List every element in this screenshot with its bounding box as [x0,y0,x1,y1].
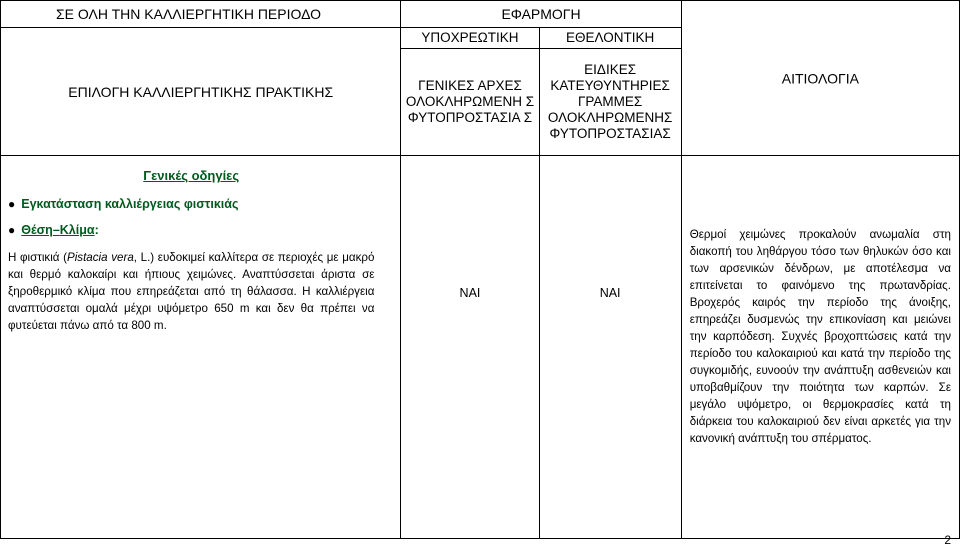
rationale-header: ΑΙΤΙΟΛΟΓΙΑ [781,70,859,87]
bullet-installation [8,197,374,211]
rationale-header-cell [681,1,959,156]
colon: : [94,223,99,237]
application-header: ΕΦΑΡΜΟΓΗ [401,1,681,28]
general-title: Γενικές οδηγίες [143,168,240,183]
bullet-location-climate [8,223,374,237]
location-label: Θέση [21,223,53,237]
latin-name: Pistacia vera [66,251,134,264]
paragraph-start: Η φιστικιά ( [8,251,67,264]
practice-choice-header: ΕΠΙΛΟΓΗ ΚΑΛΛΙΕΡΓΗΤΙΚΗΣ ΠΡΑΚΤΙΚΗΣ [1,28,401,156]
rationale-text: Θερμοί χειμώνες προκαλούν ανωμαλία στη διακοπή του ληθάργου τόσο των θηλυκών όσο και των αρσενικών δένδρων, με αποτέλεσμα να επιτείνεται το φαινόμενο της πρωτανδρίας. Βροχερός καιρός την περίοδο της άνοιξης, επηρεάζει δυσμενώς την επικονίαση και μειώνει την καρπόδεση. Συχνές βροχοπτώσεις κατά την περίοδο του καλοκαιριού και κατά την περίοδο της συγκομιδής, ευνοούν την ανάπτυξη ασθενειών και υποβαθμίζουν την ποιότητα των καρπών. Σε μεγάλο υψόμετρο, οι θερμοκρασίες κατά τη διάρκεια του καλοκαιριού δεν είναι αρκετές για την κανονική ανάπτυξη του σπέρματος. [689,228,951,445]
mandatory-header: ΥΠΟΧΡΕΩΤΙΚΗ [401,28,539,49]
voluntary-cell [539,156,681,539]
mandatory-desc: ΓΕΝΙΚΕΣ ΑΡΧΕΣ ΟΛΟΚΛΗΡΩΜΕΝΗ Σ ΦΥΤΟΠΡΟΣΤΑΣΙΑ Σ [401,49,539,156]
voluntary-header: ΕΘΕΛΟΝΤΙΚΗ [539,28,681,49]
page-number: 2 [944,533,951,547]
paragraph-rest: , L.) ευδοκιμεί καλλίτερα σε περιοχές με μακρό και θερμό καλοκαίρι και ήπιους χειμώνες. Αναπτύσσεται άριστα σε ξηροθερμικό κλίμα που επηρεάζεται από τη θάλασσα. Η καλλιέργεια αναπτύσσεται ομαλά μέχρι υψόμετρο 650 m και δεν θα πρέπει να φυτεύεται πάνω από τα 800 m. [8,251,375,332]
voluntary-desc: ΕΙΔΙΚΕΣ ΚΑΤΕΥΘΥΝΤΗΡΙΕΣ ΓΡΑΜΜΕΣ ΟΛΟΚΛΗΡΩΜΕΝΗΣ ΦΥΤΟΠΡΟΣΤΑΣΙΑΣ [539,49,681,156]
voluntary-value: ΝΑΙ [599,286,621,300]
dash-separator: – [52,223,60,237]
bullet-icon: ● [8,223,16,237]
practice-cell [1,156,401,539]
mandatory-value: ΝΑΙ [459,286,481,300]
practice-paragraph [8,249,374,334]
period-title: ΣΕ ΟΛΗ ΤΗΝ ΚΑΛΛΙΕΡΓΗΤΙΚΗ ΠΕΡΙΟΔΟ [1,1,401,28]
bullet-installation-text: Εγκατάσταση καλλιέργειας φιστικιάς [21,197,239,211]
rationale-cell [681,156,959,539]
bullet-icon: ● [8,197,16,211]
climate-label: Κλίμα [59,223,95,237]
mandatory-cell [401,156,539,539]
